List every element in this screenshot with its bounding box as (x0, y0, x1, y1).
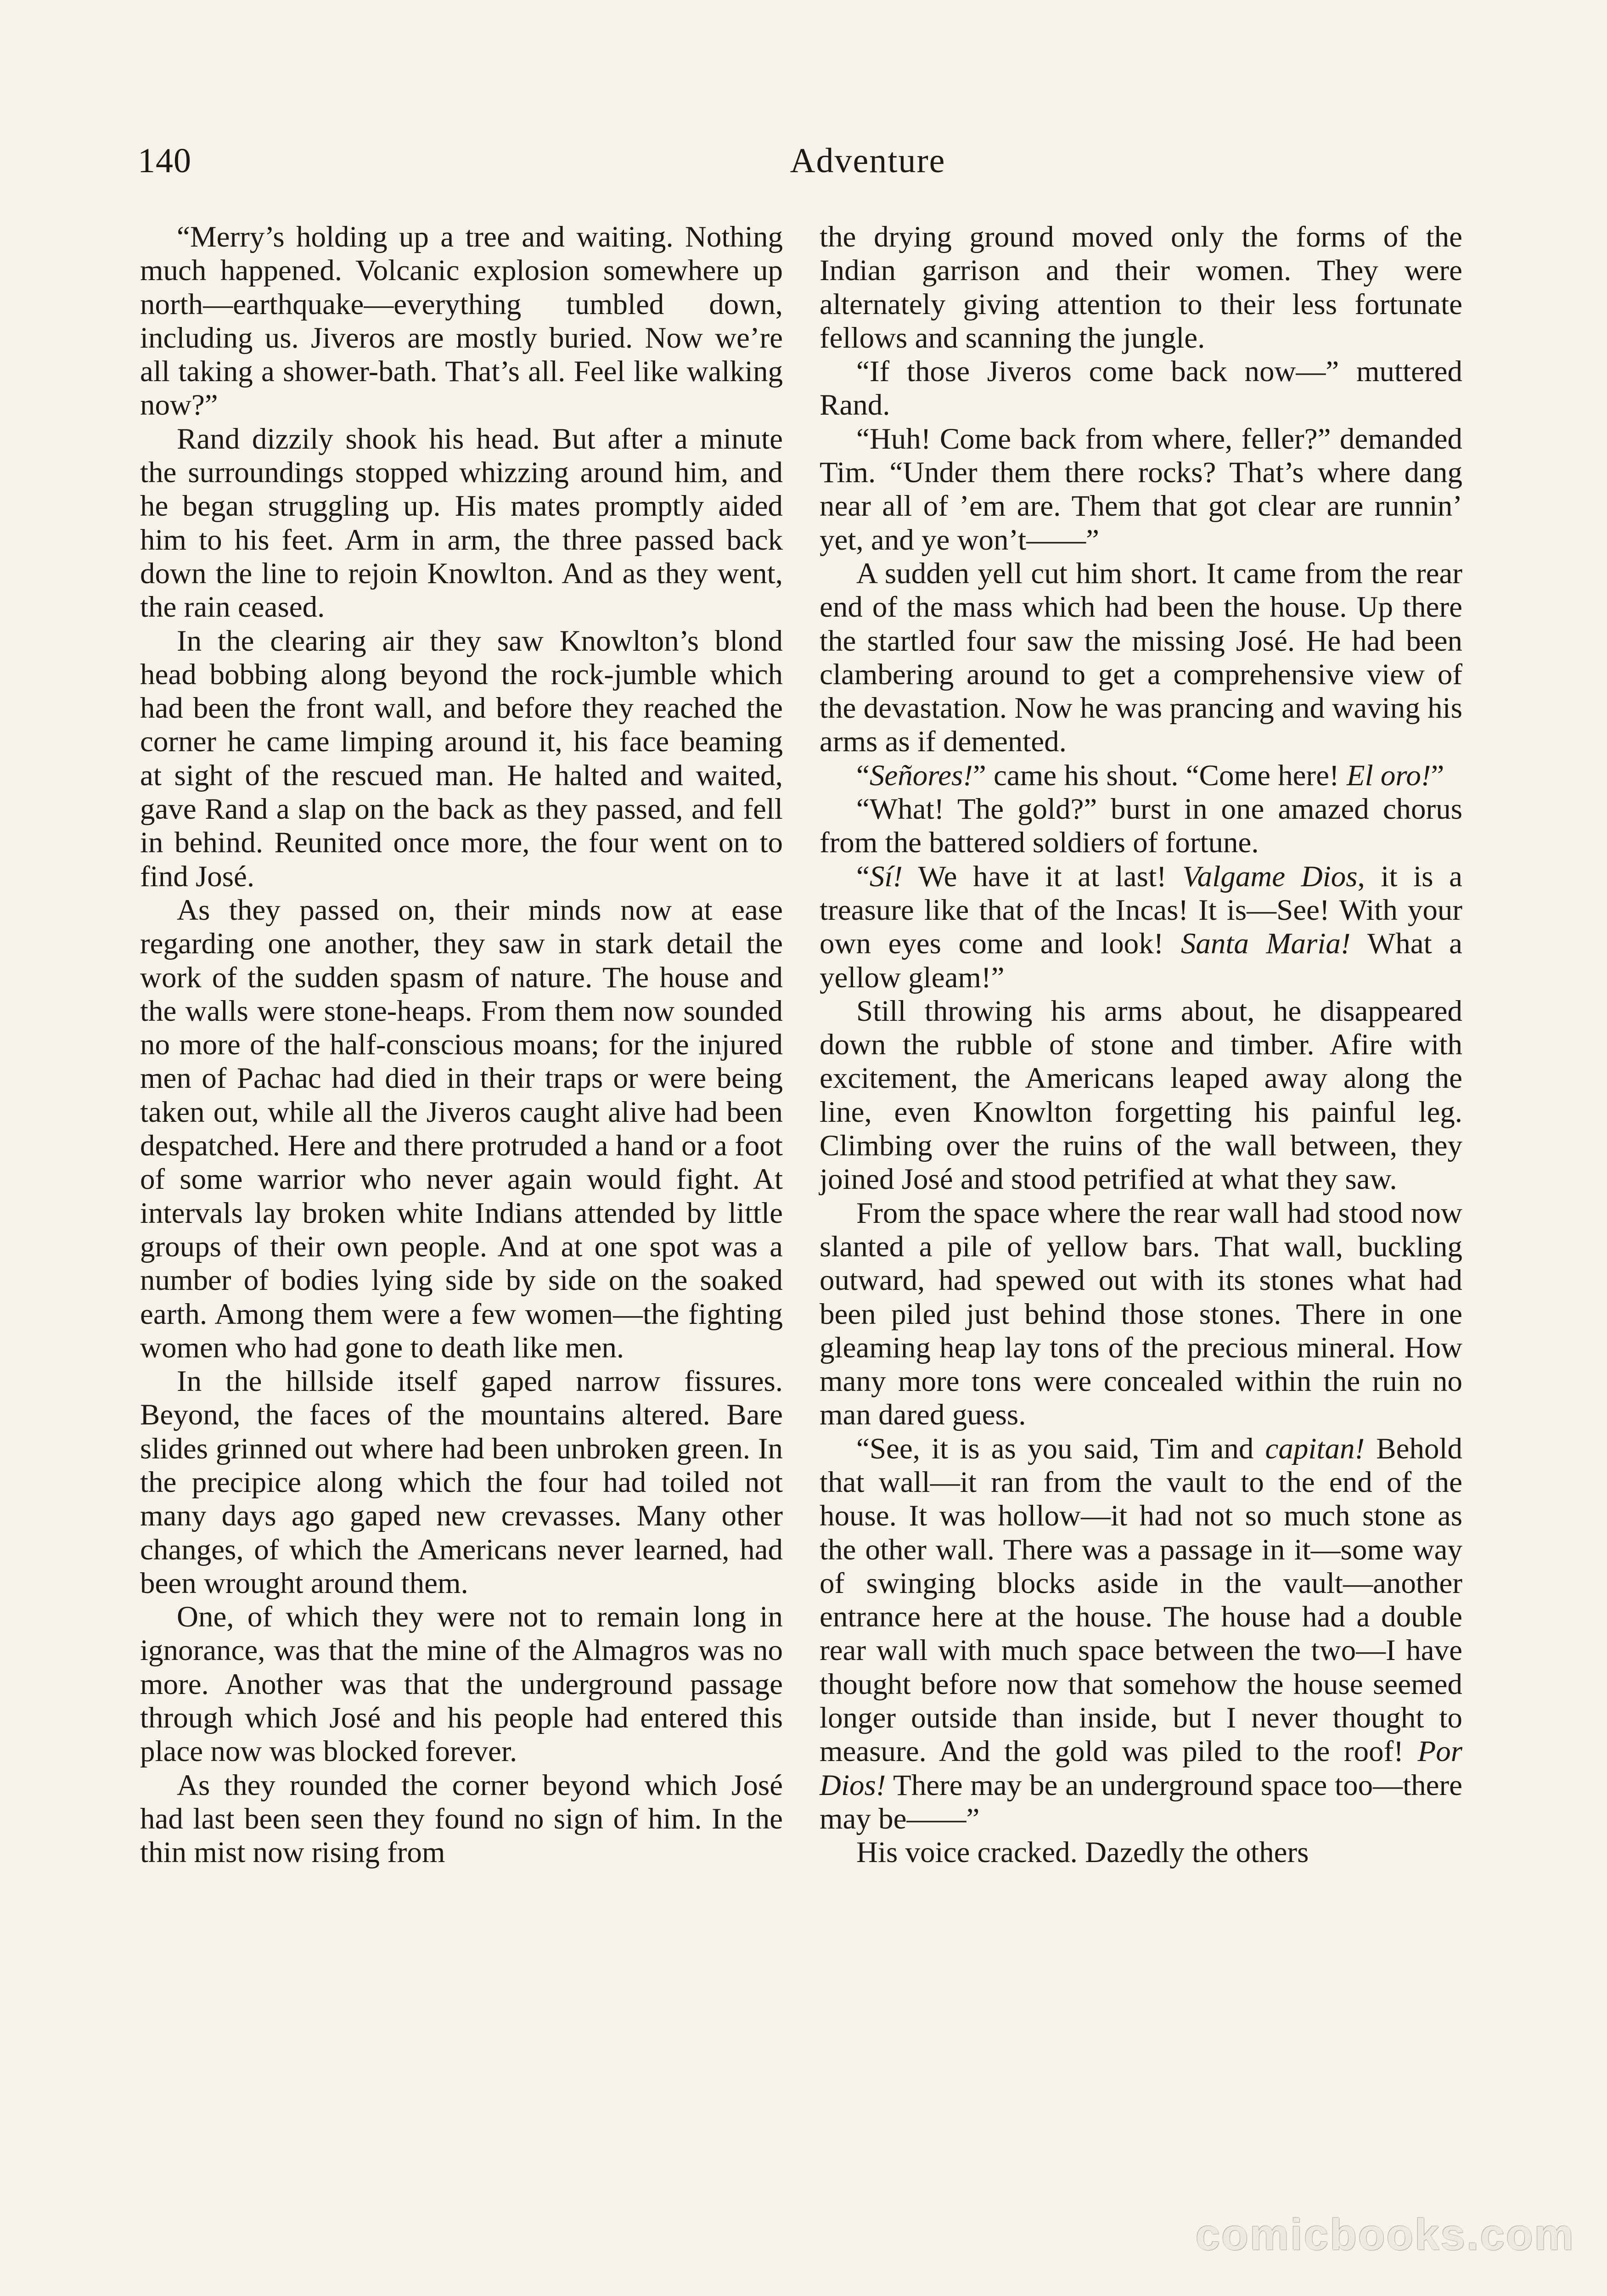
paragraph: From the space where the rear wall had stood now slanted a pile of yellow bars. That wall, buckling outward, had spewed out with its stones what had been piled just behind those stones. There in one gleaming heap lay tons of the precious mineral. How many more tons were concealed within the ruin no man dared guess. (820, 1196, 1462, 1432)
paragraph: “See, it is as you said, Tim and capitan! Behold that wall—it ran from the vault to the end of the house. It was hollow—it had not so much stone as the other wall. There was a passage in it—some way of swinging blocks aside in the vault—another entrance here at the house. The house had a double rear wall with much space between the two—I have thought before now that somehow the house seemed longer outside than inside, but I never thought to measure. And the gold was piled to the roof! Por Dios! There may be an underground space too—there may be——” (820, 1432, 1462, 1835)
paragraph: “Huh! Come back from where, feller?” demanded Tim. “Under them there rocks? That’s where dang near all of ’em are. Them that got clear are runnin’ yet, and ye won’t——” (820, 422, 1462, 557)
paragraph: “If those Jiveros come back now—” muttered Rand. (820, 355, 1462, 422)
paragraph: Still throwing his arms about, he disappeared down the rubble of stone and timber. Afire with excitement, the Americans leaped away along the line, even Knowlton forgetting his painful leg. Climbing over the ruins of the wall between, they joined José and stood petrified at what they saw. (820, 994, 1462, 1196)
paragraph: In the clearing air they saw Knowlton’s blond head bobbing along beyond the rock-jumble which had been the front wall, and before they reached the corner he came limping around it, his face beaming at sight of the rescued man. He halted and waited, gave Rand a slap on the back as they passed, and fell in behind. Reunited once more, the four went on to find José. (140, 624, 783, 893)
paragraph: “What! The gold?” burst in one amazed chorus from the battered soldiers of fortune. (820, 793, 1462, 860)
watermark-logo: comicbooks.com (1195, 2210, 1575, 2259)
running-title: Adventure (790, 141, 946, 180)
left-text-column (140, 220, 783, 1870)
paragraph: One, of which they were not to remain long in ignorance, was that the mine of the Almagros was no more. Another was that the underground passage through which José and his people had entered this place now was blocked forever. (140, 1600, 783, 1768)
paragraph: Rand dizzily shook his head. But after a minute the surroundings stopped whizzing around him, and he began struggling up. His mates promptly aided him to his feet. Arm in arm, the three passed back down the line to rejoin Knowlton. And as they went, the rain ceased. (140, 422, 783, 624)
paragraph: “Merry’s holding up a tree and waiting. Nothing much happened. Volcanic explosion somewhere up north—earthquake—everything tumbled down, including us. Jiveros are mostly buried. Now we’re all taking a shower-bath. That’s all. Feel like walking now?” (140, 220, 783, 422)
page-number: 140 (138, 141, 191, 180)
paragraph: As they rounded the corner beyond which José had last been seen they found no sign of him. In the thin mist now rising from (140, 1768, 783, 1869)
paragraph: His voice cracked. Dazedly the others (856, 1836, 1309, 1869)
paragraph: As they passed on, their minds now at ease regarding one another, they saw in stark detail the work of the sudden spasm of nature. The house and the walls were stone-heaps. From them now sounded no more of the half-conscious moans; for the injured men of Pachac had died in their traps or were being taken out, while all the Jiveros caught alive had been despatched. Here and there protruded a hand or a foot of some warrior who never again would fight. At intervals lay broken white Indians attended by little groups of their own people. And at one spot was a number of bodies lying side by side on the soaked earth. Among them were a few women—the fighting women who had gone to death like men. (140, 893, 783, 1364)
paragraph: “Señores!” came his shout. “Come here! El oro!” (856, 759, 1444, 792)
page-header (138, 131, 1598, 191)
paragraph: “Sí! We have it at last! Valgame Dios, it is a treasure like that of the Incas! It is—See! With your own eyes come and look! Santa Maria! What a yellow gleam!” (820, 860, 1463, 994)
paragraph: In the hillside itself gaped narrow fissures. Beyond, the faces of the mountains altered. Bare slides grinned out where had been unbroken green. In the precipice along which the four had toiled not many days ago gaped new crevasses. Many other changes, of which the Americans never learned, had been wrought around them. (140, 1365, 783, 1600)
paragraph: the drying ground moved only the forms of the Indian garrison and their women. They were alternately giving attention to their less fortunate fellows and scanning the jungle. (820, 220, 1462, 355)
right-text-column (820, 220, 1462, 1870)
paragraph: A sudden yell cut him short. It came from the rear end of the mass which had been the house. Up there the startled four saw the missing José. He had been clambering around to get a comprehensive view of the devastation. Now he was prancing and waving his arms as if demented. (820, 557, 1462, 759)
